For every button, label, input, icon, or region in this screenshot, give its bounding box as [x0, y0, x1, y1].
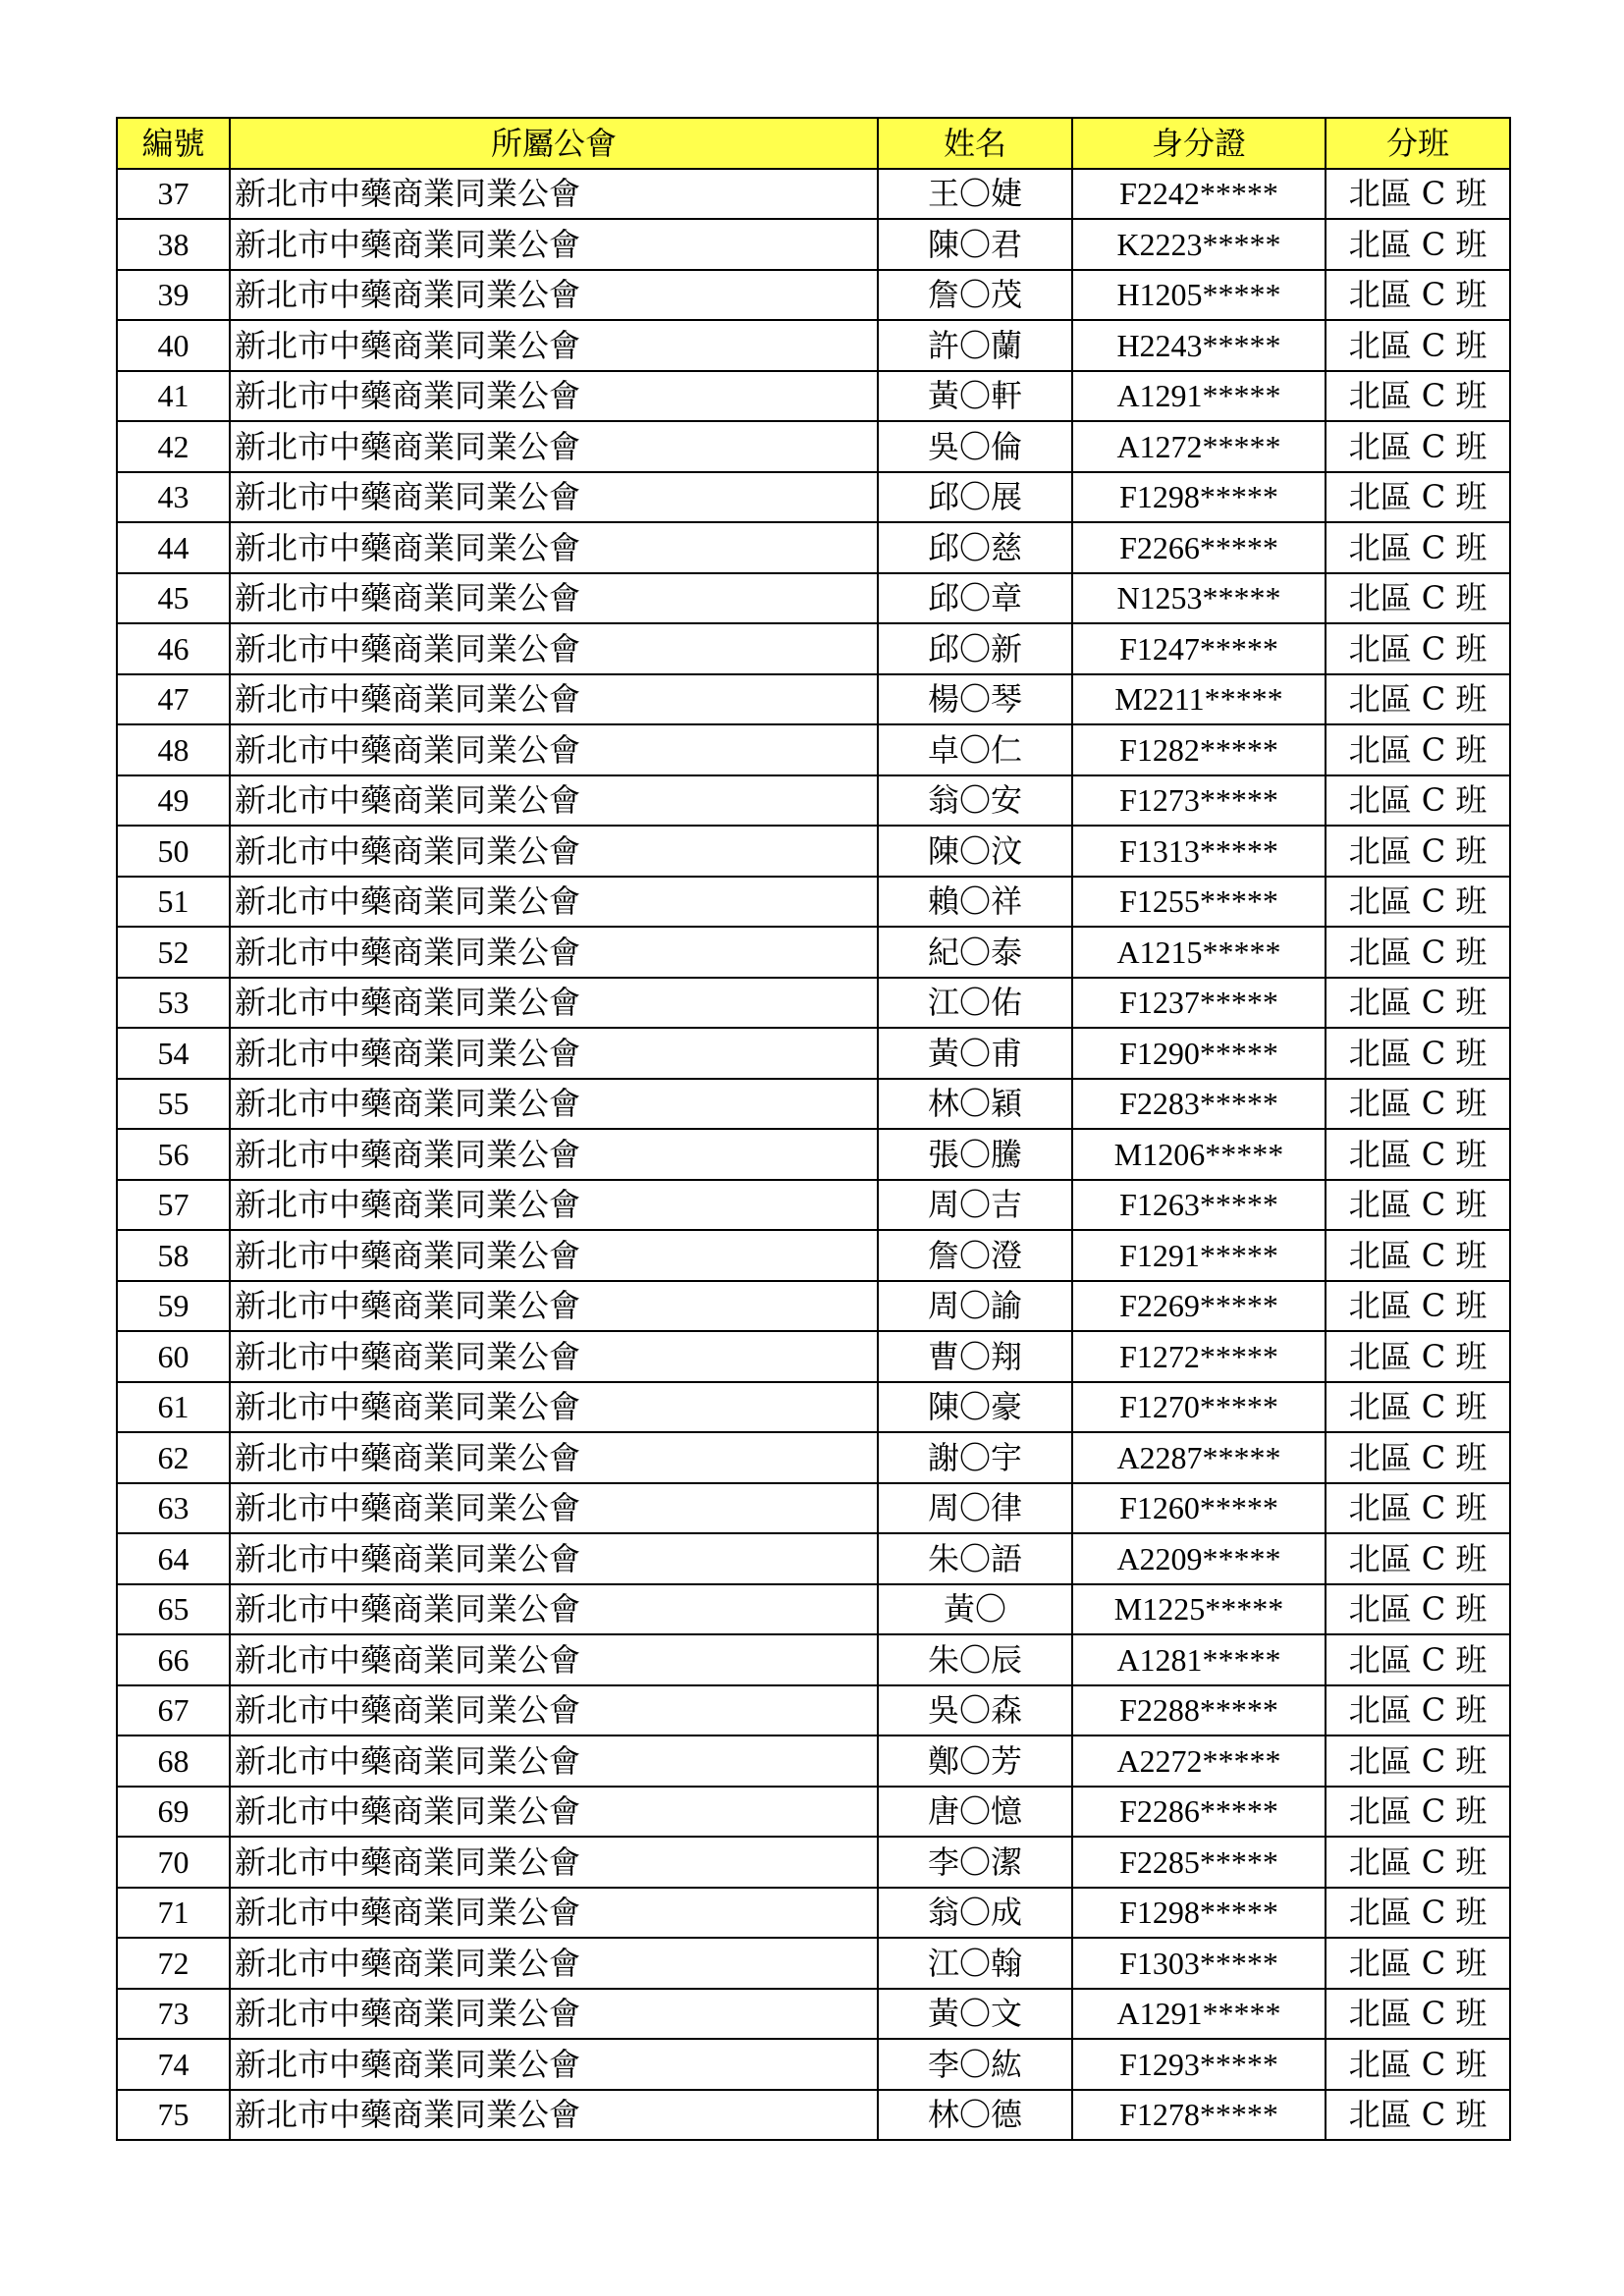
cell-class: 北區 C 班	[1326, 573, 1510, 624]
table-row	[117, 1382, 1510, 1433]
table-row	[117, 826, 1510, 877]
cell-number: 69	[117, 1787, 230, 1838]
header-union: 所屬公會	[230, 118, 878, 169]
cell-class: 北區 C 班	[1326, 1584, 1510, 1635]
cell-number: 54	[117, 1028, 230, 1079]
cell-union: 新北市中藥商業同業公會	[230, 371, 878, 422]
cell-union: 新北市中藥商業同業公會	[230, 421, 878, 472]
cell-id-number: K2223*****	[1072, 219, 1326, 270]
cell-name: 周〇律	[878, 1483, 1072, 1534]
cell-class: 北區 C 班	[1326, 1331, 1510, 1382]
cell-name: 曹〇翔	[878, 1331, 1072, 1382]
cell-id-number: F1270*****	[1072, 1382, 1326, 1433]
cell-id-number: H2243*****	[1072, 320, 1326, 371]
cell-union: 新北市中藥商業同業公會	[230, 2039, 878, 2090]
cell-union: 新北市中藥商業同業公會	[230, 877, 878, 928]
cell-union: 新北市中藥商業同業公會	[230, 1735, 878, 1787]
cell-class: 北區 C 班	[1326, 1079, 1510, 1130]
cell-number: 56	[117, 1129, 230, 1180]
cell-class: 北區 C 班	[1326, 522, 1510, 573]
roster-table	[116, 117, 1511, 2141]
cell-id-number: F2283*****	[1072, 1079, 1326, 1130]
cell-number: 59	[117, 1281, 230, 1332]
cell-number: 57	[117, 1180, 230, 1231]
table-row	[117, 472, 1510, 523]
cell-number: 49	[117, 775, 230, 827]
cell-number: 41	[117, 371, 230, 422]
cell-number: 64	[117, 1533, 230, 1584]
cell-name: 周〇諭	[878, 1281, 1072, 1332]
cell-id-number: F1282*****	[1072, 724, 1326, 775]
cell-name: 詹〇澄	[878, 1230, 1072, 1281]
table-row	[117, 1331, 1510, 1382]
table-row	[117, 1533, 1510, 1584]
cell-id-number: F1298*****	[1072, 1888, 1326, 1939]
cell-class: 北區 C 班	[1326, 371, 1510, 422]
cell-class: 北區 C 班	[1326, 1837, 1510, 1888]
cell-id-number: F1278*****	[1072, 2090, 1326, 2141]
cell-name: 邱〇展	[878, 472, 1072, 523]
cell-number: 39	[117, 270, 230, 321]
table-row	[117, 1735, 1510, 1787]
cell-class: 北區 C 班	[1326, 1281, 1510, 1332]
cell-union: 新北市中藥商業同業公會	[230, 1281, 878, 1332]
cell-class: 北區 C 班	[1326, 1028, 1510, 1079]
cell-id-number: F1290*****	[1072, 1028, 1326, 1079]
cell-class: 北區 C 班	[1326, 219, 1510, 270]
cell-class: 北區 C 班	[1326, 1230, 1510, 1281]
cell-union: 新北市中藥商業同業公會	[230, 775, 878, 827]
cell-class: 北區 C 班	[1326, 2039, 1510, 2090]
table-row	[117, 978, 1510, 1029]
cell-number: 61	[117, 1382, 230, 1433]
cell-name: 楊〇琴	[878, 674, 1072, 725]
table-row	[117, 522, 1510, 573]
table-row	[117, 1432, 1510, 1483]
cell-number: 55	[117, 1079, 230, 1130]
cell-number: 52	[117, 927, 230, 978]
cell-number: 70	[117, 1837, 230, 1888]
table-row	[117, 724, 1510, 775]
cell-id-number: N1253*****	[1072, 573, 1326, 624]
table-row	[117, 877, 1510, 928]
cell-name: 唐〇憶	[878, 1787, 1072, 1838]
cell-class: 北區 C 班	[1326, 1735, 1510, 1787]
cell-union: 新北市中藥商業同業公會	[230, 1938, 878, 1989]
cell-id-number: F1237*****	[1072, 978, 1326, 1029]
cell-number: 37	[117, 169, 230, 220]
cell-id-number: A2272*****	[1072, 1735, 1326, 1787]
cell-union: 新北市中藥商業同業公會	[230, 2090, 878, 2141]
cell-number: 65	[117, 1584, 230, 1635]
cell-name: 紀〇泰	[878, 927, 1072, 978]
cell-name: 朱〇辰	[878, 1634, 1072, 1685]
table-row	[117, 1483, 1510, 1534]
cell-name: 李〇紘	[878, 2039, 1072, 2090]
cell-name: 李〇潔	[878, 1837, 1072, 1888]
header-row	[117, 118, 1510, 169]
table-row	[117, 1028, 1510, 1079]
cell-name: 卓〇仁	[878, 724, 1072, 775]
cell-union: 新北市中藥商業同業公會	[230, 978, 878, 1029]
cell-name: 邱〇章	[878, 573, 1072, 624]
cell-name: 江〇佑	[878, 978, 1072, 1029]
cell-number: 75	[117, 2090, 230, 2141]
table-row	[117, 623, 1510, 674]
cell-id-number: F2266*****	[1072, 522, 1326, 573]
table-header	[117, 118, 1510, 169]
cell-number: 50	[117, 826, 230, 877]
cell-id-number: F1313*****	[1072, 826, 1326, 877]
table-row	[117, 1129, 1510, 1180]
cell-id-number: F1303*****	[1072, 1938, 1326, 1989]
cell-union: 新北市中藥商業同業公會	[230, 1888, 878, 1939]
table-row	[117, 1685, 1510, 1736]
cell-class: 北區 C 班	[1326, 1787, 1510, 1838]
cell-name: 吳〇倫	[878, 421, 1072, 472]
cell-id-number: A1291*****	[1072, 1989, 1326, 2040]
cell-id-number: A2287*****	[1072, 1432, 1326, 1483]
cell-union: 新北市中藥商業同業公會	[230, 1787, 878, 1838]
cell-number: 38	[117, 219, 230, 270]
cell-union: 新北市中藥商業同業公會	[230, 1584, 878, 1635]
cell-name: 邱〇慈	[878, 522, 1072, 573]
cell-class: 北區 C 班	[1326, 1483, 1510, 1534]
cell-id-number: M1225*****	[1072, 1584, 1326, 1635]
cell-union: 新北市中藥商業同業公會	[230, 573, 878, 624]
cell-name: 黃〇甫	[878, 1028, 1072, 1079]
cell-class: 北區 C 班	[1326, 775, 1510, 827]
table-row	[117, 320, 1510, 371]
table-row	[117, 1281, 1510, 1332]
cell-class: 北區 C 班	[1326, 1533, 1510, 1584]
cell-id-number: A1291*****	[1072, 371, 1326, 422]
cell-id-number: F1291*****	[1072, 1230, 1326, 1281]
cell-number: 58	[117, 1230, 230, 1281]
table-row	[117, 421, 1510, 472]
table-row	[117, 1634, 1510, 1685]
header-id: 身分證	[1072, 118, 1326, 169]
cell-number: 66	[117, 1634, 230, 1685]
cell-number: 74	[117, 2039, 230, 2090]
cell-union: 新北市中藥商業同業公會	[230, 169, 878, 220]
cell-name: 張〇騰	[878, 1129, 1072, 1180]
cell-id-number: F1263*****	[1072, 1180, 1326, 1231]
cell-union: 新北市中藥商業同業公會	[230, 219, 878, 270]
cell-union: 新北市中藥商業同業公會	[230, 724, 878, 775]
cell-class: 北區 C 班	[1326, 978, 1510, 1029]
cell-union: 新北市中藥商業同業公會	[230, 1129, 878, 1180]
cell-class: 北區 C 班	[1326, 724, 1510, 775]
cell-name: 翁〇成	[878, 1888, 1072, 1939]
cell-class: 北區 C 班	[1326, 1432, 1510, 1483]
cell-class: 北區 C 班	[1326, 1888, 1510, 1939]
cell-union: 新北市中藥商業同業公會	[230, 1634, 878, 1685]
cell-name: 翁〇安	[878, 775, 1072, 827]
cell-union: 新北市中藥商業同業公會	[230, 674, 878, 725]
cell-name: 林〇穎	[878, 1079, 1072, 1130]
cell-id-number: F2286*****	[1072, 1787, 1326, 1838]
cell-class: 北區 C 班	[1326, 1685, 1510, 1736]
cell-name: 謝〇宇	[878, 1432, 1072, 1483]
cell-number: 68	[117, 1735, 230, 1787]
cell-id-number: A1215*****	[1072, 927, 1326, 978]
header-name: 姓名	[878, 118, 1072, 169]
cell-union: 新北市中藥商業同業公會	[230, 1331, 878, 1382]
cell-class: 北區 C 班	[1326, 1938, 1510, 1989]
cell-union: 新北市中藥商業同業公會	[230, 1028, 878, 1079]
cell-class: 北區 C 班	[1326, 320, 1510, 371]
cell-number: 62	[117, 1432, 230, 1483]
table-row	[117, 1989, 1510, 2040]
cell-class: 北區 C 班	[1326, 472, 1510, 523]
table-row	[117, 2090, 1510, 2141]
cell-number: 43	[117, 472, 230, 523]
table-row	[117, 1180, 1510, 1231]
cell-union: 新北市中藥商業同業公會	[230, 1483, 878, 1534]
table-row	[117, 775, 1510, 827]
cell-id-number: F1255*****	[1072, 877, 1326, 928]
cell-name: 陳〇豪	[878, 1382, 1072, 1433]
cell-union: 新北市中藥商業同業公會	[230, 522, 878, 573]
cell-number: 63	[117, 1483, 230, 1534]
table-body	[117, 169, 1510, 2141]
cell-name: 周〇吉	[878, 1180, 1072, 1231]
cell-union: 新北市中藥商業同業公會	[230, 472, 878, 523]
cell-class: 北區 C 班	[1326, 2090, 1510, 2141]
cell-union: 新北市中藥商業同業公會	[230, 1989, 878, 2040]
cell-number: 44	[117, 522, 230, 573]
table-row	[117, 219, 1510, 270]
cell-number: 47	[117, 674, 230, 725]
header-class: 分班	[1326, 118, 1510, 169]
cell-number: 72	[117, 1938, 230, 1989]
table-row	[117, 1584, 1510, 1635]
cell-name: 吳〇森	[878, 1685, 1072, 1736]
cell-class: 北區 C 班	[1326, 877, 1510, 928]
table-row	[117, 1888, 1510, 1939]
cell-id-number: F1260*****	[1072, 1483, 1326, 1534]
cell-union: 新北市中藥商業同業公會	[230, 1685, 878, 1736]
cell-id-number: H1205*****	[1072, 270, 1326, 321]
cell-union: 新北市中藥商業同業公會	[230, 270, 878, 321]
cell-union: 新北市中藥商業同業公會	[230, 1533, 878, 1584]
cell-id-number: F1273*****	[1072, 775, 1326, 827]
table-row	[117, 270, 1510, 321]
header-no: 編號	[117, 118, 230, 169]
cell-union: 新北市中藥商業同業公會	[230, 1079, 878, 1130]
cell-id-number: M2211*****	[1072, 674, 1326, 725]
cell-id-number: A1272*****	[1072, 421, 1326, 472]
cell-number: 42	[117, 421, 230, 472]
cell-class: 北區 C 班	[1326, 1989, 1510, 2040]
cell-name: 王〇婕	[878, 169, 1072, 220]
table-row	[117, 1230, 1510, 1281]
cell-number: 40	[117, 320, 230, 371]
cell-class: 北區 C 班	[1326, 1634, 1510, 1685]
cell-id-number: F1298*****	[1072, 472, 1326, 523]
table-row	[117, 573, 1510, 624]
cell-number: 60	[117, 1331, 230, 1382]
table-row	[117, 2039, 1510, 2090]
cell-name: 黃〇軒	[878, 371, 1072, 422]
cell-number: 48	[117, 724, 230, 775]
cell-name: 許〇蘭	[878, 320, 1072, 371]
cell-name: 陳〇汶	[878, 826, 1072, 877]
cell-union: 新北市中藥商業同業公會	[230, 623, 878, 674]
cell-name: 詹〇茂	[878, 270, 1072, 321]
cell-union: 新北市中藥商業同業公會	[230, 1837, 878, 1888]
cell-class: 北區 C 班	[1326, 1382, 1510, 1433]
table-row	[117, 169, 1510, 220]
cell-id-number: F2288*****	[1072, 1685, 1326, 1736]
cell-class: 北區 C 班	[1326, 421, 1510, 472]
table-row	[117, 1079, 1510, 1130]
cell-union: 新北市中藥商業同業公會	[230, 1432, 878, 1483]
cell-number: 67	[117, 1685, 230, 1736]
cell-id-number: F1293*****	[1072, 2039, 1326, 2090]
cell-id-number: F1247*****	[1072, 623, 1326, 674]
cell-union: 新北市中藥商業同業公會	[230, 826, 878, 877]
cell-id-number: A2209*****	[1072, 1533, 1326, 1584]
cell-number: 53	[117, 978, 230, 1029]
cell-union: 新北市中藥商業同業公會	[230, 1180, 878, 1231]
table-row	[117, 927, 1510, 978]
cell-union: 新北市中藥商業同業公會	[230, 320, 878, 371]
cell-name: 黃〇文	[878, 1989, 1072, 2040]
cell-number: 51	[117, 877, 230, 928]
table-row	[117, 1938, 1510, 1989]
cell-number: 45	[117, 573, 230, 624]
cell-id-number: F2285*****	[1072, 1837, 1326, 1888]
cell-id-number: F1272*****	[1072, 1331, 1326, 1382]
cell-class: 北區 C 班	[1326, 826, 1510, 877]
cell-union: 新北市中藥商業同業公會	[230, 1230, 878, 1281]
cell-name: 林〇德	[878, 2090, 1072, 2141]
cell-name: 黃〇	[878, 1584, 1072, 1635]
cell-id-number: A1281*****	[1072, 1634, 1326, 1685]
table-row	[117, 1837, 1510, 1888]
cell-number: 46	[117, 623, 230, 674]
cell-name: 賴〇祥	[878, 877, 1072, 928]
cell-class: 北區 C 班	[1326, 623, 1510, 674]
cell-class: 北區 C 班	[1326, 169, 1510, 220]
cell-name: 江〇翰	[878, 1938, 1072, 1989]
cell-class: 北區 C 班	[1326, 674, 1510, 725]
table-row	[117, 371, 1510, 422]
cell-class: 北區 C 班	[1326, 927, 1510, 978]
cell-name: 朱〇語	[878, 1533, 1072, 1584]
cell-name: 邱〇新	[878, 623, 1072, 674]
table-row	[117, 1787, 1510, 1838]
cell-number: 71	[117, 1888, 230, 1939]
cell-id-number: M1206*****	[1072, 1129, 1326, 1180]
cell-id-number: F2269*****	[1072, 1281, 1326, 1332]
cell-number: 73	[117, 1989, 230, 2040]
cell-class: 北區 C 班	[1326, 1180, 1510, 1231]
cell-id-number: F2242*****	[1072, 169, 1326, 220]
cell-name: 鄭〇芳	[878, 1735, 1072, 1787]
cell-class: 北區 C 班	[1326, 1129, 1510, 1180]
cell-union: 新北市中藥商業同業公會	[230, 1382, 878, 1433]
cell-class: 北區 C 班	[1326, 270, 1510, 321]
table-row	[117, 674, 1510, 725]
cell-name: 陳〇君	[878, 219, 1072, 270]
cell-union: 新北市中藥商業同業公會	[230, 927, 878, 978]
